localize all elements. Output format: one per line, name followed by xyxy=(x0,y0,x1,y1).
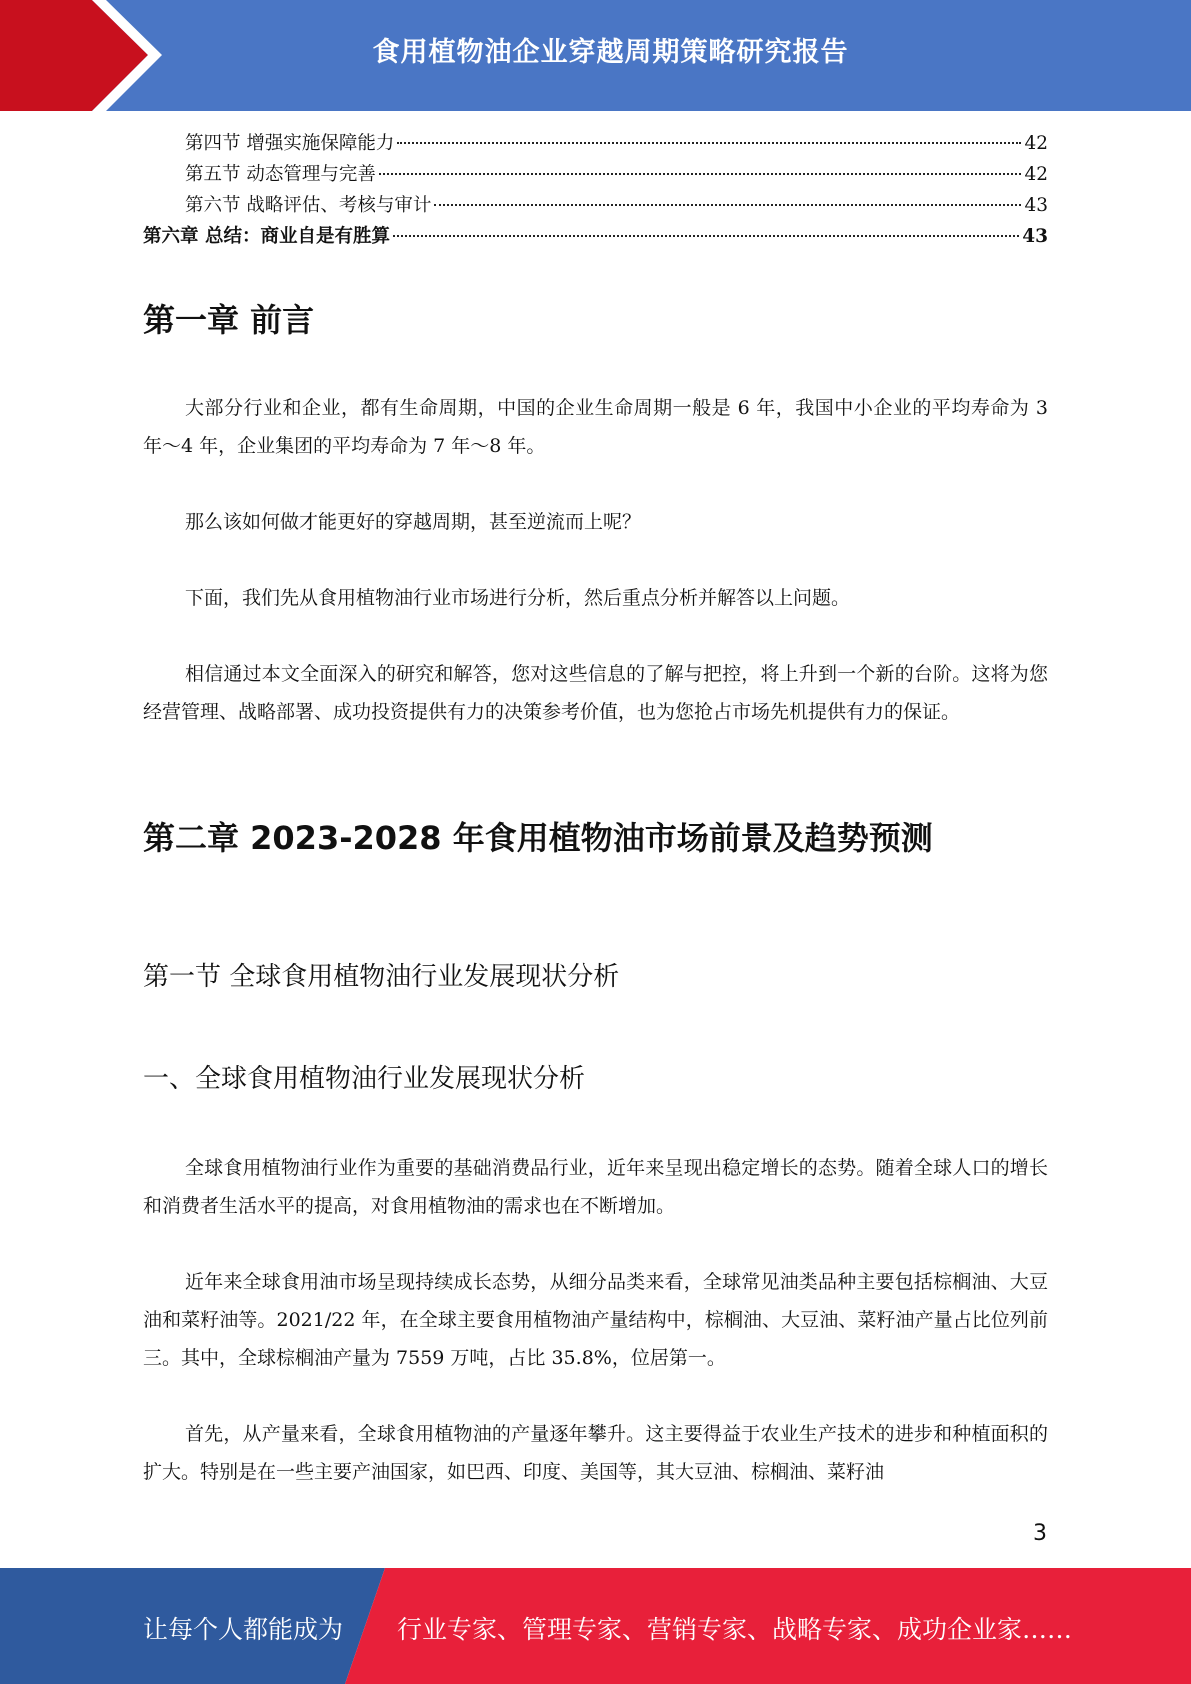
toc-entry-label: 第六章 总结：商业自是有胜算 xyxy=(143,226,390,247)
page-number: 3 xyxy=(1033,1521,1047,1546)
toc-entry-page: 43 xyxy=(1024,195,1048,216)
toc-entry-page: 42 xyxy=(1024,133,1048,154)
paragraph: 首先，从产量来看，全球食用植物油的产量逐年攀升。这主要得益于农业生产技术的进步和种植面积的扩大。特别是在一些主要产油国家，如巴西、印度、美国等，其大豆油、棕榈油、菜籽油 xyxy=(143,1423,1048,1483)
toc-entry-chapter[interactable] xyxy=(143,221,1048,252)
page-footer xyxy=(0,1568,1191,1684)
toc-entry-page: 43 xyxy=(1022,226,1048,247)
paragraph: 下面，我们先从食用植物油行业市场进行分析，然后重点分析并解答以上问题。 xyxy=(185,587,851,609)
toc-leader xyxy=(397,142,1021,144)
paragraph: 相信通过本文全面深入的研究和解答，您对这些信息的了解与把控，将上升到一个新的台阶。这将为您经营管理、战略部署、成功投资提供有力的决策参考价值，也为您抢占市场先机提供有力的保证。 xyxy=(143,663,1048,723)
toc-leader xyxy=(379,173,1022,175)
toc-entry-label: 第四节 增强实施保障能力 xyxy=(185,133,395,154)
toc-entry[interactable] xyxy=(143,190,1048,221)
toc-entry[interactable] xyxy=(143,128,1048,159)
report-title: 食用植物油企业穿越周期策略研究报告 xyxy=(372,37,849,68)
paragraph: 那么该如何做才能更好的穿越周期，甚至逆流而上呢？ xyxy=(185,511,642,533)
toc-leader xyxy=(393,235,1019,237)
toc-entry[interactable] xyxy=(143,159,1048,190)
chapter-2-heading: 第二章 2023-2028 年食用植物油市场前景及趋势预测 xyxy=(143,819,933,857)
chapter-1-heading: 第一章 前言 xyxy=(143,301,315,339)
section-heading: 第一节 全球食用植物油行业发展现状分析 xyxy=(143,962,620,992)
toc-entry-label: 第六节 战略评估、考核与审计 xyxy=(185,195,432,216)
table-of-contents xyxy=(143,128,1048,252)
paragraph: 全球食用植物油行业作为重要的基础消费品行业，近年来呈现出稳定增长的态势。随着全球人口的增长和消费者生活水平的提高，对食用植物油的需求也在不断增加。 xyxy=(143,1157,1048,1217)
toc-leader xyxy=(434,204,1021,206)
page-header xyxy=(0,0,1191,111)
footer-slogan-left: 让每个人都能成为 xyxy=(143,1615,344,1644)
paragraph: 近年来全球食用油市场呈现持续成长态势，从细分品类来看，全球常见油类品种主要包括棕榈油、大豆油和菜籽油等。2021/22 年，在全球主要食用植物油产量结构中，棕榈油、大豆油、菜籽油产量占比位列前三。其中，全球棕榈油产量为 7559 万吨，占比 35.8%，位居第一。 xyxy=(143,1271,1048,1369)
subsection-heading: 一、全球食用植物油行业发展现状分析 xyxy=(143,1064,586,1094)
toc-entry-label: 第五节 动态管理与完善 xyxy=(185,164,376,185)
toc-entry-page: 42 xyxy=(1024,164,1048,185)
footer-slogan-right: 行业专家、管理专家、营销专家、战略专家、成功企业家…… xyxy=(397,1615,1073,1644)
paragraph: 大部分行业和企业，都有生命周期，中国的企业生命周期一般是 6 年，我国中小企业的平均寿命为 3 年～4 年，企业集团的平均寿命为 7 年～8 年。 xyxy=(143,397,1048,457)
